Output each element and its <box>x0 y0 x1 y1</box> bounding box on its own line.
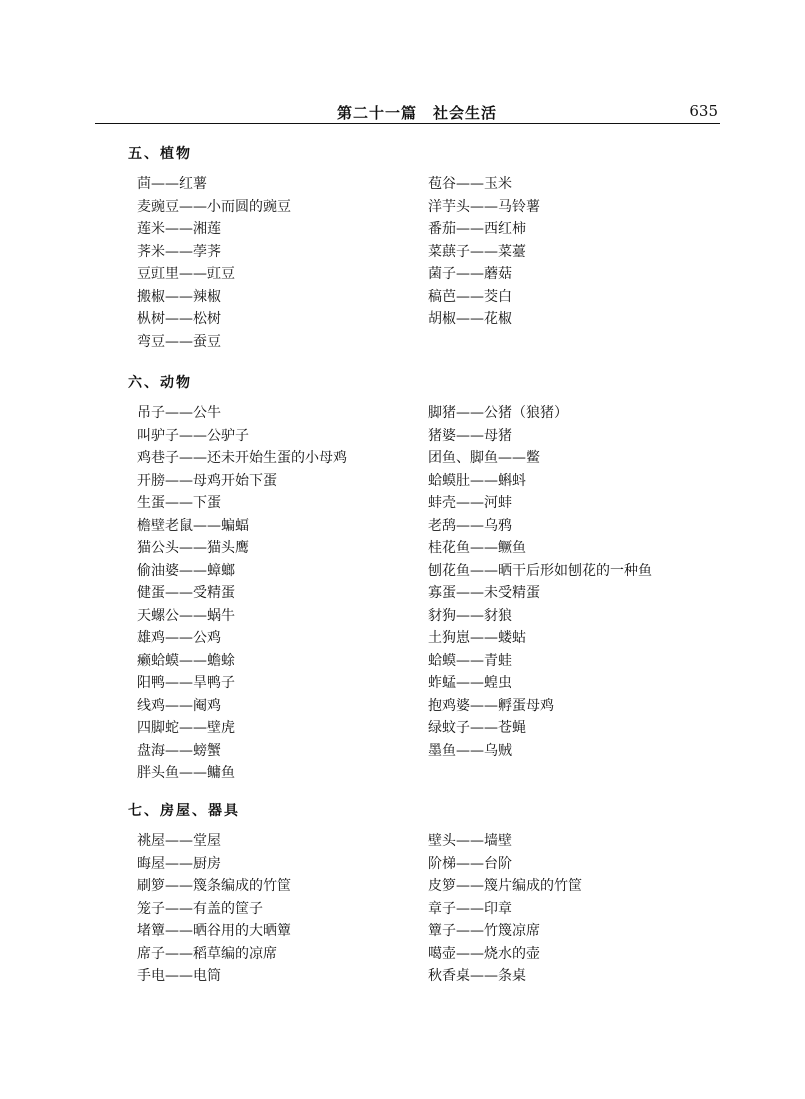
list-item: 墨鱼——乌贼 <box>428 742 512 759</box>
list-item: 雄鸡——公鸡 <box>137 630 221 646</box>
list-item: 洋芋头——马铃薯 <box>428 198 540 215</box>
list-item: 皮箩——篾片编成的竹筐 <box>428 878 582 894</box>
list-item: 茴——红薯 <box>137 176 207 192</box>
list-item: 枞树——松树 <box>137 311 221 327</box>
list-item: 蚱蜢——蝗虫 <box>428 675 512 691</box>
list-item: 噶壶——烧水的壶 <box>428 945 540 962</box>
list-item: 吊子——公牛 <box>137 405 221 421</box>
entries-left <box>137 402 417 785</box>
list-item: 堵簟——晒谷用的大晒簟 <box>137 923 291 939</box>
list-item: 脚猪——公猪（狼猪） <box>428 405 568 421</box>
section-heading: 五、植物 <box>128 146 192 162</box>
list-item: 线鸡——阉鸡 <box>137 697 221 714</box>
list-item: 番茄——西红柿 <box>428 221 526 237</box>
list-item: 簟子——竹篾凉席 <box>428 923 540 939</box>
list-item: 阶梯——台阶 <box>428 855 512 872</box>
list-item: 弯豆——蚕豆 <box>137 333 221 350</box>
list-item: 蛤蟆——青蛙 <box>428 652 512 669</box>
list-item: 莲米——湘莲 <box>137 221 221 237</box>
list-item: 席子——稻草编的凉席 <box>137 945 277 962</box>
list-item: 蚌壳——河蚌 <box>428 495 512 511</box>
list-item: 晦屋——厨房 <box>137 855 221 872</box>
section-heading: 七、房屋、器具 <box>128 803 240 819</box>
list-item: 桂花鱼——鳜鱼 <box>428 540 526 556</box>
list-item: 团鱼、脚鱼——鳖 <box>428 450 540 466</box>
list-item: 叫驴子——公驴子 <box>137 427 249 444</box>
list-item: 苞谷——玉米 <box>428 176 512 192</box>
list-item: 章子——印章 <box>428 900 512 917</box>
list-item: 豆豇里——豇豆 <box>137 266 235 282</box>
list-item: 天螺公——蜗牛 <box>137 607 235 624</box>
list-item: 寡蛋——未受精蛋 <box>428 585 540 601</box>
list-item: 檐壁老鼠——蝙蝠 <box>137 517 249 534</box>
list-item: 菜蕻子——菜薹 <box>428 243 526 260</box>
list-item: 荠米——荸荠 <box>137 243 221 260</box>
list-item: 抱鸡婆——孵蛋母鸡 <box>428 697 554 714</box>
list-item: 胡椒——花椒 <box>428 311 512 327</box>
list-item: 生蛋——下蛋 <box>137 495 221 511</box>
entries-left <box>137 173 417 353</box>
chapter-title: 第二十一篇 社会生活 <box>337 104 498 122</box>
list-item: 豺狗——豺狼 <box>428 607 512 624</box>
list-item: 手电——电筒 <box>137 968 221 984</box>
list-item: 稿芭——茭白 <box>428 288 512 305</box>
header-rule <box>95 123 720 124</box>
list-item: 猫公头——猫头鹰 <box>137 540 249 556</box>
list-item: 菌子——蘑菇 <box>428 266 512 282</box>
list-item: 绿蚊子——苍蝇 <box>428 720 526 736</box>
list-item: 蛤蟆肚——蝌蚪 <box>428 472 526 489</box>
list-item: 猪婆——母猪 <box>428 427 512 444</box>
list-item: 刷箩——篾条编成的竹筐 <box>137 878 291 894</box>
entries-right <box>428 830 728 988</box>
entries-left <box>137 830 417 988</box>
list-item: 刨花鱼——晒干后形如刨花的一种鱼 <box>428 562 652 579</box>
list-item: 土狗崽——蝼蛄 <box>428 630 526 646</box>
list-item: 祧屋——堂屋 <box>137 833 221 849</box>
list-item: 开膀——母鸡开始下蛋 <box>137 472 277 489</box>
page-header <box>95 92 720 122</box>
list-item: 胖头鱼——鳙鱼 <box>137 765 235 781</box>
list-item: 搬椒——辣椒 <box>137 288 221 305</box>
page-number: 635 <box>689 102 718 120</box>
list-item: 秋香桌——条桌 <box>428 968 526 984</box>
list-item: 癞蛤蟆——蟾蜍 <box>137 652 235 669</box>
section-heading: 六、动物 <box>128 375 192 391</box>
entries-right <box>428 402 728 762</box>
list-item: 健蛋——受精蛋 <box>137 585 235 601</box>
list-item: 笼子——有盖的筐子 <box>137 900 263 917</box>
list-item: 壁头——墙壁 <box>428 833 512 849</box>
list-item: 麦豌豆——小而圆的豌豆 <box>137 198 291 215</box>
list-item: 阳鸭——旱鸭子 <box>137 675 235 691</box>
list-item: 偷油婆——蟑螂 <box>137 562 235 579</box>
list-item: 盘海——螃蟹 <box>137 742 221 759</box>
list-item: 鸡巷子——还未开始生蛋的小母鸡 <box>137 450 347 466</box>
list-item: 老鸹——乌鸦 <box>428 517 512 534</box>
list-item: 四脚蛇——壁虎 <box>137 720 235 736</box>
entries-right <box>428 173 728 331</box>
